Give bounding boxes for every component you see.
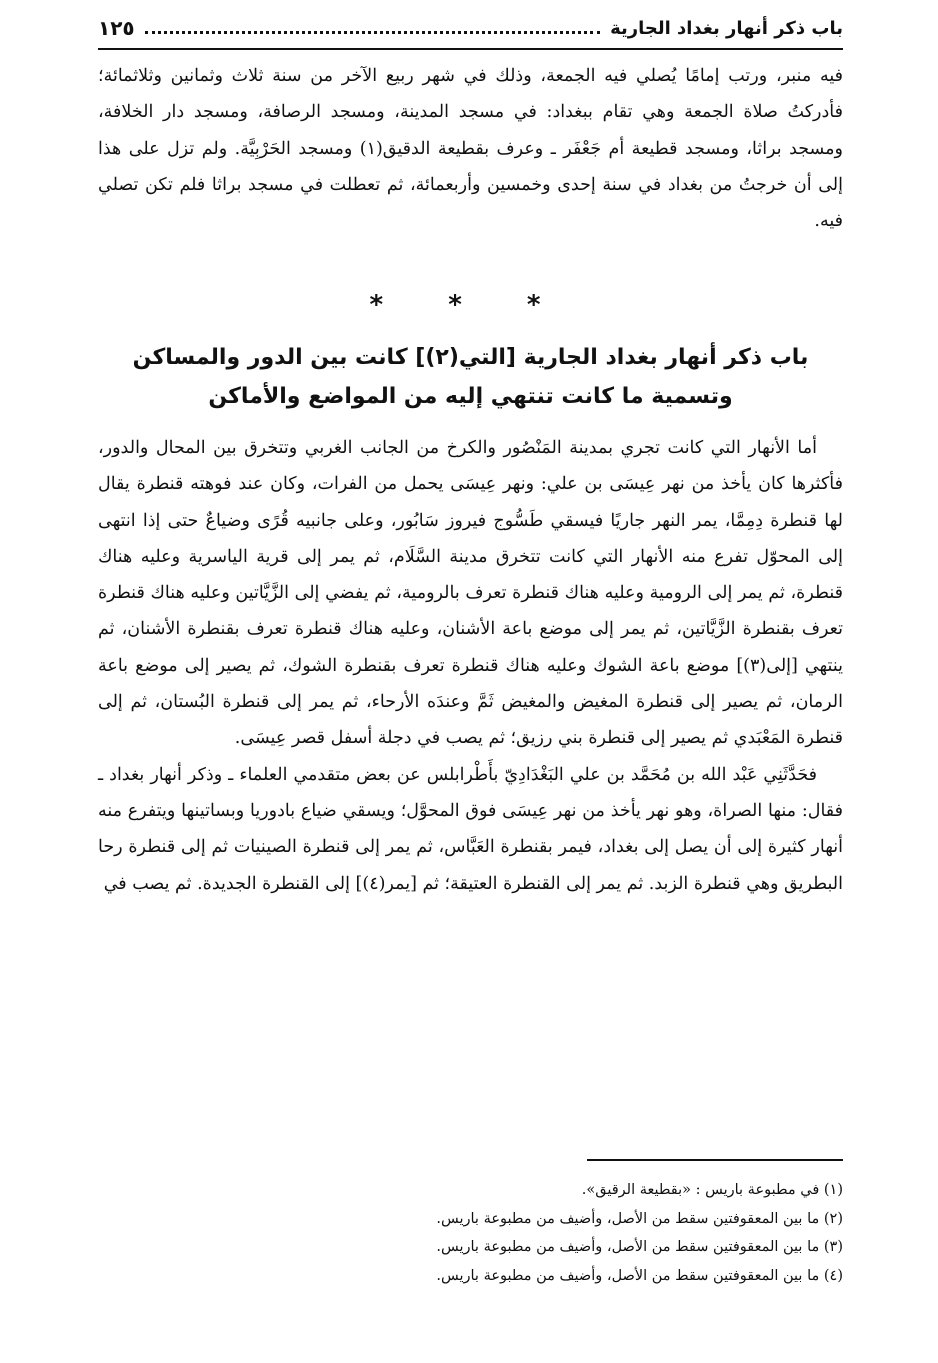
running-title: باب ذكر أنهار بغداد الجارية bbox=[610, 17, 843, 39]
footnote-3: (٣) ما بين المعقوفتين سقط من الأصل، وأضيف من مطبوعة باريس. bbox=[436, 1239, 843, 1255]
paragraph-narration: فحَدَّثَنِي عَبْد الله بن مُحَمَّد بن علي البَغْدَادِيّ بأَطْرابلس عن بعض متقدمي العلماء ـ وذكر أنهار بغداد ـ فقال: منها الصراة، وهو نهر يأخذ من نهر عِيسَى فوق المحوَّل؛ ويسقي ضياع بادوريا وبساتينها ويتفرع منه أنهار كثيرة إلى أن يصل إلى بغداد، فيمر بقنطرة العَبَّاس، ثم يمر إلى قنطرة الصينيات ثم إلى قنطرة رحا البطريق وهي قنطرة الزبد. ثم يمر إلى القنطرة العتيقة؛ ثم [يمر(٤)] إلى القنطرة الجديدة. ثم يصب في bbox=[98, 764, 843, 894]
chapter-title-line-2: وتسمية ما كانت تنتهي إليه من المواضع والأماكن bbox=[208, 384, 733, 409]
footnote-divider bbox=[587, 1159, 843, 1161]
section-continuation bbox=[98, 58, 843, 239]
footnote-2: (٢) ما بين المعقوفتين سقط من الأصل، وأضيف من مطبوعة باريس. bbox=[436, 1210, 843, 1227]
chapter-title-line-1: باب ذكر أنهار بغداد الجارية [التي(٢)] كانت بين الدور والمساكن bbox=[132, 345, 809, 370]
chapter-heading bbox=[98, 338, 843, 416]
paragraph-rivers: أما الأنهار التي كانت تجري بمدينة المَنْصُور والكرخ من الجانب الغربي وتتخرق بين المحال والدور، فأكثرها كان يأخذ من نهر عِيسَى بن علي: ونهر عِيسَى يحمل من الفرات، وكان عند فوهته قنطرة يقال لها قنطرة دِمِمَّا، يمر النهر جاريًا فيسقي طَسُّوج فيروز سَابُور، وعلى جانبيه قُرًى وضياعٌ حتى إذا انتهى إلى المحوّل تفرع منه الأنهار التي كانت تتخرق مدينة السَّلَام، ثم يمر إلى قرية الياسرية وعليه هناك قنطرة، ثم يمر إلى الرومية وعليه هناك قنطرة تعرف بالرومية، ثم يفضي إلى الزَّيَّاتين وعليه هناك قنطرة تعرف بقنطرة الزَّيَّاتين، ثم يمر إلى موضع باعة الأشنان، وعليه هناك قنطرة تعرف بقنطرة الأشنان، ثم ينتهي [إلى(٣)] موضع باعة الشوك وعليه هناك قنطرة تعرف بقنطرة الشوك، ثم يصير إلى موضع باعة الرمان، ثم يصير إلى قنطرة المغيض والمغيض ثَمَّ وعندَه الأرحاء، ثم يمر إلى قنطرة البُستان، ثم إلى قنطرة المَعْبَدي ثم يصير إلى قنطرة بني رزيق؛ ثم يصب في دجلة أسفل قصر عِيسَى. bbox=[98, 438, 843, 749]
page-header bbox=[98, 8, 843, 50]
page-number: ١٢٥ bbox=[98, 16, 135, 40]
section-separator: * * * bbox=[369, 290, 569, 320]
header-dot-leader bbox=[145, 31, 600, 34]
footnotes bbox=[98, 1176, 843, 1290]
paragraph-continued: فيه منبر، ورتب إمامًا يُصلي فيه الجمعة، وذلك في شهر ربيع الآخر من سنة ثلاث وثمانين وثلاثمائة؛ فأدركتُ صلاة الجمعة وهي تقام ببغداد: في مسجد المدينة، ومسجد الرصافة، ومسجد دار الخلافة، ومسجد براثا، ومسجد قطيعة أم جَعْفَر ـ وعرف بقطيعة الدقيق(١) ومسجد الحَرْبِيَّة. ولم تزل على هذا إلى أن خرجتُ من بغداد في سنة إحدى وخمسين وأربعمائة، ثم تعطلت في مسجد براثا فلم تكن تصلي فيه. bbox=[98, 66, 843, 232]
chapter-body bbox=[98, 430, 843, 902]
footnote-4: (٤) ما بين المعقوفتين سقط من الأصل، وأضيف من مطبوعة باريس. bbox=[436, 1267, 843, 1284]
footnote-1: (١) في مطبوعة باريس : «بقطيعة الرقيق». bbox=[581, 1182, 843, 1198]
